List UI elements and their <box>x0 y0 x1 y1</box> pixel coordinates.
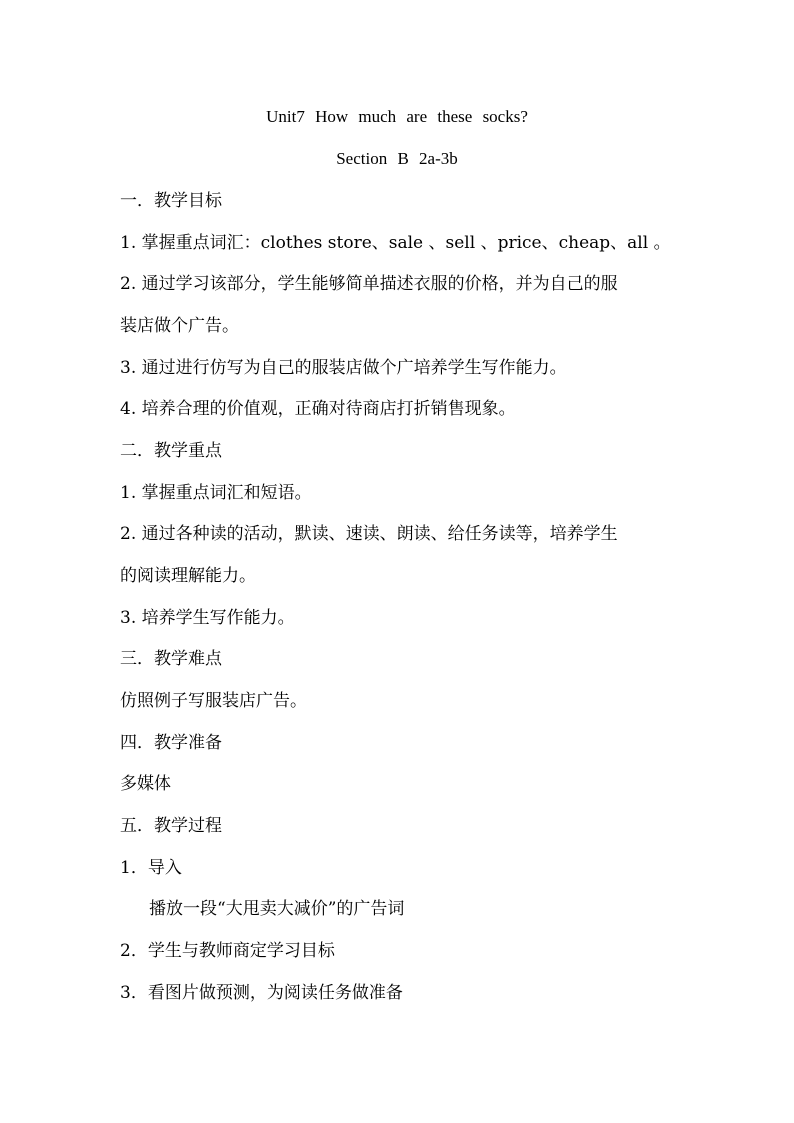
paragraph-line: 仿照例子写服装店广告。 <box>120 691 307 711</box>
paragraph-line: 1. 掌握重点词汇：clothes store、sale 、sell 、price、cheap、all 。 <box>120 233 671 253</box>
paragraph-line: 多媒体 <box>120 774 171 794</box>
paragraph-line: 的阅读理解能力。 <box>120 566 256 586</box>
paragraph-line: 3. 培养学生写作能力。 <box>120 608 295 628</box>
paragraph-line: 2. 通过各种读的活动，默读、速读、朗读、给任务读等，培养学生 <box>120 524 618 544</box>
section-heading-key-points: 二．教学重点 <box>120 441 222 461</box>
process-step: 2．学生与教师商定学习目标 <box>120 941 335 961</box>
paragraph-line: 装店做个广告。 <box>120 316 239 336</box>
paragraph-line: 3. 通过进行仿写为自己的服装店做个广培养学生写作能力。 <box>120 358 567 378</box>
paragraph-line: 1. 掌握重点词汇和短语。 <box>120 483 312 503</box>
section-heading-preparation: 四．教学准备 <box>120 733 222 753</box>
paragraph-line: 4. 培养合理的价值观，正确对待商店打折销售现象。 <box>120 399 516 419</box>
section-heading-difficulties: 三．教学难点 <box>120 649 222 669</box>
document-subtitle: Section B 2a-3b <box>336 149 458 168</box>
section-heading-objectives: 一．教学目标 <box>120 191 222 211</box>
section-heading-process: 五．教学过程 <box>120 816 222 836</box>
process-step: 1．导入 <box>120 858 182 878</box>
document-title: Unit7 How much are these socks? <box>266 107 528 126</box>
process-step-detail: 播放一段“大甩卖大减价”的广告词 <box>149 899 405 919</box>
paragraph-line: 2. 通过学习该部分，学生能够简单描述衣服的价格，并为自己的服 <box>120 274 618 294</box>
process-step: 3．看图片做预测，为阅读任务做准备 <box>120 983 403 1003</box>
